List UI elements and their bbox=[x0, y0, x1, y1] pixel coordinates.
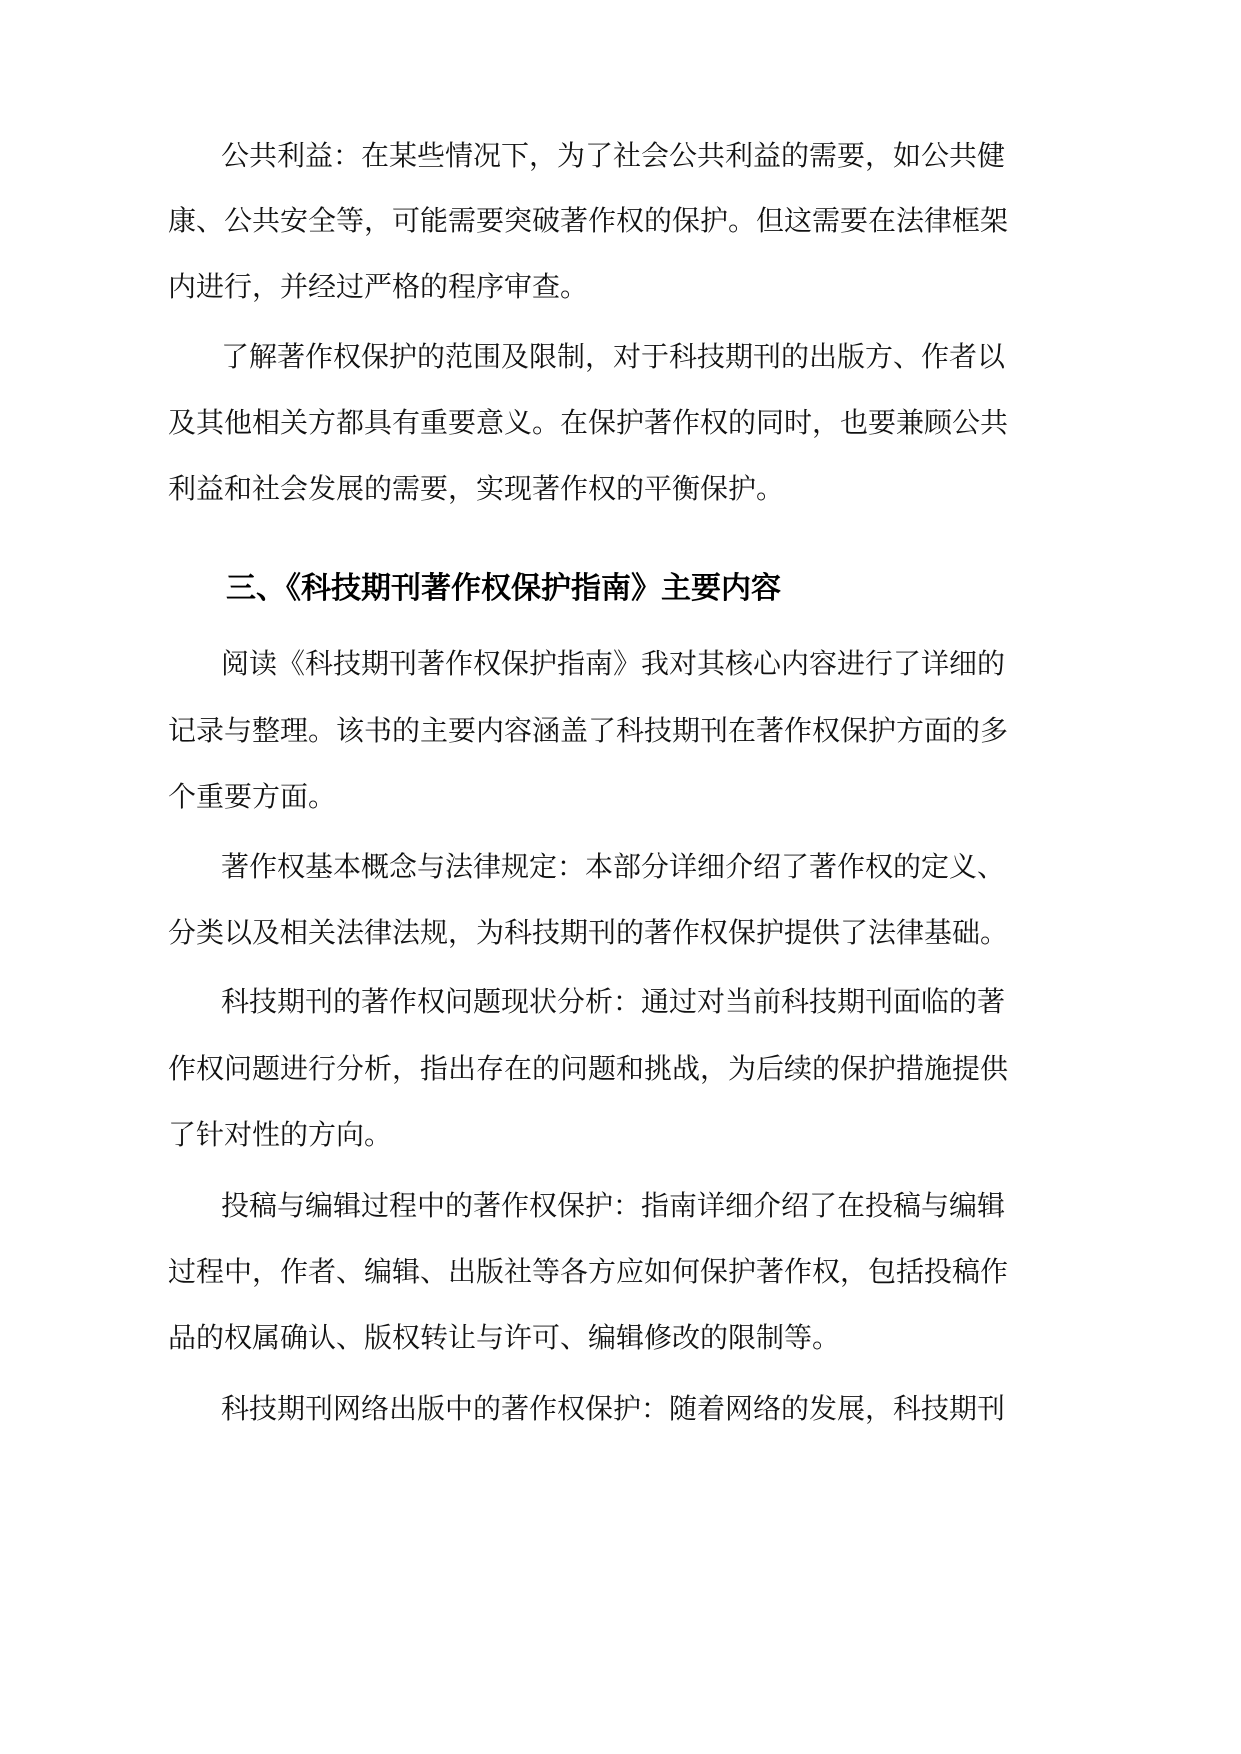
paragraph-line: 分类以及相关法律法规，为科技期刊的著作权保护提供了法律基础。 bbox=[168, 916, 1009, 949]
paragraph-line: 内进行，并经过严格的程序审查。 bbox=[168, 270, 589, 303]
paragraph-line: 记录与整理。该书的主要内容涵盖了科技期刊在著作权保护方面的多 bbox=[168, 714, 1009, 747]
paragraph-line: 投稿与编辑过程中的著作权保护：指南详细介绍了在投稿与编辑 bbox=[221, 1189, 1006, 1222]
paragraph-line: 阅读《科技期刊著作权保护指南》我对其核心内容进行了详细的 bbox=[221, 647, 1006, 680]
paragraph-line: 个重要方面。 bbox=[168, 780, 337, 813]
paragraph-line: 康、公共安全等，可能需要突破著作权的保护。但这需要在法律框架 bbox=[168, 204, 1009, 237]
paragraph-line: 及其他相关方都具有重要意义。在保护著作权的同时，也要兼顾公共 bbox=[168, 406, 1009, 439]
paragraph-line: 了针对性的方向。 bbox=[168, 1118, 393, 1151]
paragraph-line: 作权问题进行分析，指出存在的问题和挑战，为后续的保护措施提供 bbox=[168, 1052, 1009, 1085]
paragraph-line: 科技期刊网络出版中的著作权保护：随着网络的发展，科技期刊 bbox=[221, 1392, 1006, 1425]
paragraph-line: 著作权基本概念与法律规定：本部分详细介绍了著作权的定义、 bbox=[221, 850, 1006, 883]
paragraph-line: 过程中，作者、编辑、出版社等各方应如何保护著作权，包括投稿作 bbox=[168, 1255, 1009, 1288]
paragraph-line: 利益和社会发展的需要，实现著作权的平衡保护。 bbox=[168, 472, 785, 505]
section-heading: 三、《科技期刊著作权保护指南》主要内容 bbox=[226, 571, 781, 606]
paragraph-line: 科技期刊的著作权问题现状分析：通过对当前科技期刊面临的著 bbox=[221, 985, 1006, 1018]
paragraph-line: 品的权属确认、版权转让与许可、编辑修改的限制等。 bbox=[168, 1321, 841, 1354]
paragraph-line: 公共利益：在某些情况下，为了社会公共利益的需要，如公共健 bbox=[221, 139, 1006, 172]
paragraph-line: 了解著作权保护的范围及限制，对于科技期刊的出版方、作者以 bbox=[221, 340, 1006, 373]
